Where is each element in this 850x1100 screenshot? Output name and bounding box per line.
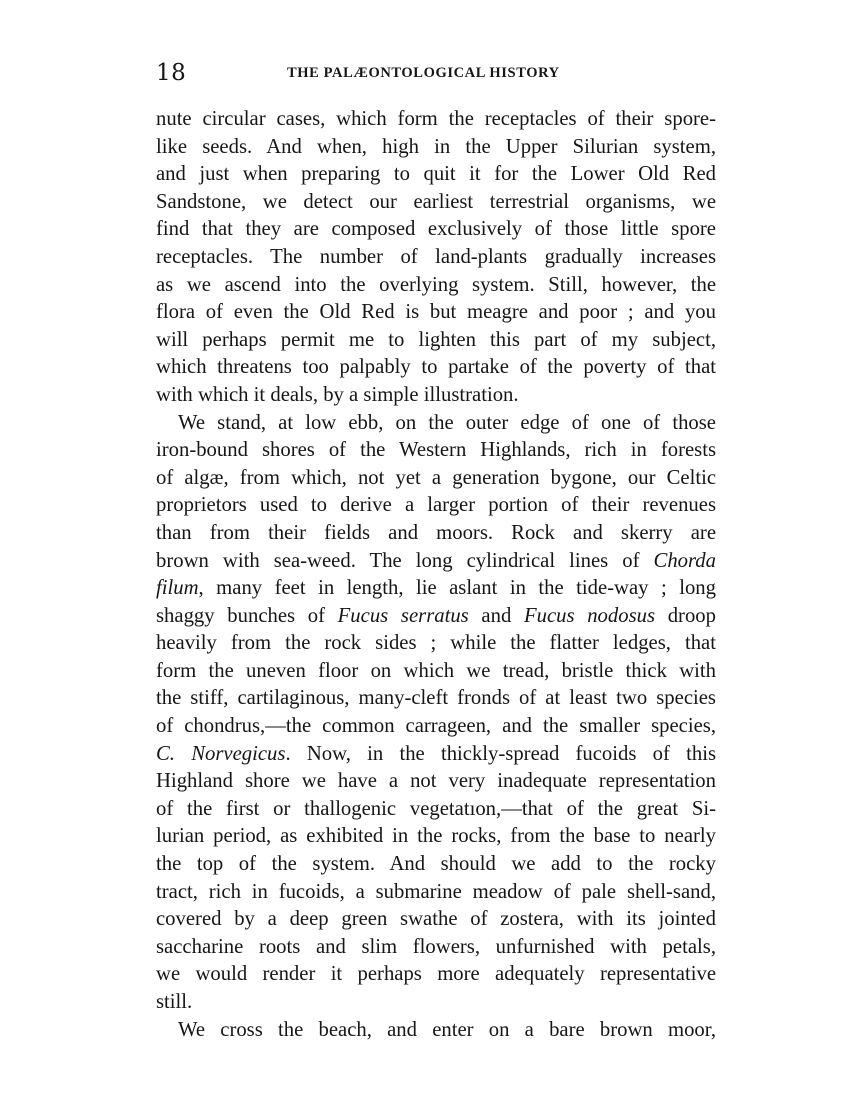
paragraph-1	[156, 106, 716, 410]
text-line: brown with sea-weed. The long cylindrical lines of Chorda	[156, 549, 716, 572]
text-line: covered by a deep green swathe of zostera, with its jointed	[156, 908, 716, 931]
text-line: Highland shore we have a not very inadequate representation	[156, 770, 716, 793]
text-line: proprietors used to derive a larger portion of their revenues	[156, 494, 716, 517]
text-line: the stiff, cartilaginous, many-cleft fronds of at least two species	[156, 687, 716, 710]
running-title: THE PALÆONTOLOGICAL HISTORY	[287, 65, 560, 81]
text-line: saccharine roots and slim flowers, unfurnished with petals,	[156, 935, 716, 958]
text-line: like seeds. And when, high in the Upper Silurian system,	[156, 135, 716, 158]
body-text	[156, 106, 716, 1044]
text-line: We cross the beach, and enter on a bare brown moor,	[178, 1018, 716, 1041]
text-line: C. Norvegicus. Now, in the thickly-spread fucoids of this	[156, 742, 716, 765]
text-line: the top of the system. And should we add to the rocky	[156, 853, 716, 876]
text-line: of algæ, from which, not yet a generation bygone, our Celtic	[156, 466, 716, 489]
italic-term: Fucus nodosus	[523, 604, 656, 627]
text-line: we would render it perhaps more adequately representative	[156, 963, 716, 986]
text-line: flora of even the Old Red is but meagre and poor ; and you	[156, 301, 716, 324]
text-line: find that they are composed exclusively of those little spore	[156, 218, 716, 241]
text-line: Sandstone, we detect our earliest terrestrial organisms, we	[156, 190, 716, 213]
text-line: form the uneven floor on which we tread, bristle thick with	[156, 659, 716, 682]
text-line: tract, rich in fucoids, a submarine meadow of pale shell-sand,	[156, 880, 716, 903]
italic-term: Fucus serratus	[337, 604, 469, 627]
text-line: receptacles. The number of land-plants gradually increases	[156, 245, 716, 268]
text-line: iron-bound shores of the Western Highlands, rich in forests	[156, 439, 716, 462]
running-head	[156, 58, 716, 88]
paragraph-3	[156, 1017, 716, 1045]
text-line: as we ascend into the overlying system. Still, however, the	[156, 273, 716, 296]
text-line: of chondrus,—the common carrageen, and the smaller species,	[156, 715, 716, 738]
text-line: heavily from the rock sides ; while the flatter ledges, that	[156, 632, 716, 655]
text-line: filum, many feet in length, lie aslant in the tide-way ; long	[156, 577, 716, 600]
text-line: lurian period, as exhibited in the rocks, from the base to nearly	[156, 825, 716, 848]
italic-term: filum	[156, 577, 199, 600]
italic-term: C. Norvegicus	[156, 742, 286, 765]
text-line: We stand, at low ebb, on the outer edge of one of those	[178, 411, 716, 434]
paragraph-2	[156, 410, 716, 1017]
text-line: which threatens too palpably to partake of the poverty of that	[156, 356, 716, 379]
text-line: nute circular cases, which form the receptacles of their spore-	[156, 108, 716, 130]
italic-term: Chorda	[653, 549, 716, 572]
text-line: shaggy bunches of Fucus serratus and Fucus nodosus droop	[156, 604, 716, 627]
page-number: 18	[156, 60, 187, 86]
text-line: with which it deals, by a simple illustration.	[156, 383, 519, 406]
text-line: than from their fields and moors. Rock and skerry are	[156, 521, 716, 544]
text-line: will perhaps permit me to lighten this part of my subject,	[156, 328, 716, 351]
text-line: still.	[156, 991, 193, 1013]
text-line: of the first or thallogenic vegetatıon,—that of the great Si-	[156, 797, 716, 820]
text-line: and just when preparing to quit it for the Lower Old Red	[156, 163, 716, 186]
